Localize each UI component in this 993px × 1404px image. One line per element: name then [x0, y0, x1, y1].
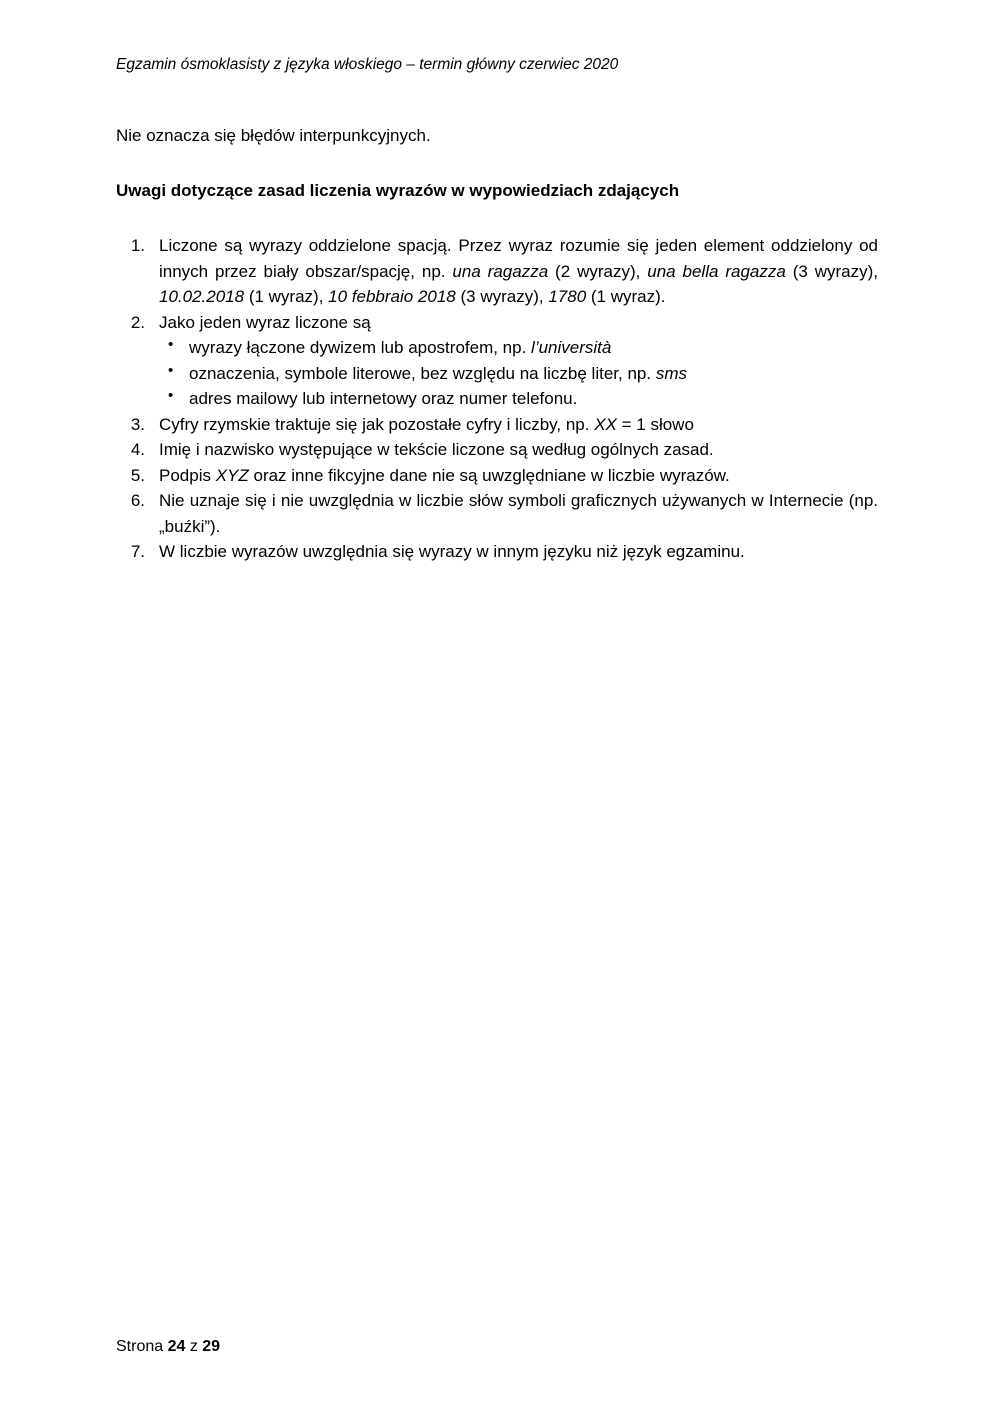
footer-prefix: Strona	[116, 1338, 168, 1355]
rule-text-run: Liczone są wyrazy oddzielone spacją. Przez wyraz rozumie się jeden element oddzielony od innych przez biały obszar/spację, np.	[159, 236, 878, 281]
rule-text-run: (1 wyraz).	[586, 287, 666, 307]
rule-item	[115, 539, 878, 565]
rule-text-run: Jako jeden wyraz liczone są	[159, 312, 371, 332]
rule-text	[159, 310, 878, 336]
bullet-icon: •	[168, 336, 174, 354]
rule-text-run: (2 wyrazy),	[548, 261, 648, 281]
rule-item	[115, 412, 878, 438]
rule-text-emphasis: una ragazza	[452, 261, 549, 281]
rule-item	[115, 310, 878, 412]
rule-text	[159, 412, 878, 438]
rule-number: 2.	[130, 312, 145, 332]
rule-subitem	[159, 361, 878, 387]
rule-text	[159, 437, 878, 463]
rule-subitem	[159, 335, 878, 361]
rule-text	[159, 539, 878, 565]
rule-sublist	[159, 335, 878, 412]
rule-text-run: W liczbie wyrazów uwzględnia się wyrazy w innym języku niż język egzaminu.	[159, 542, 745, 562]
rule-text-run: oraz inne fikcyjne dane nie są uwzględniane w liczbie wyrazów.	[248, 465, 730, 485]
rule-subitem	[159, 386, 878, 412]
rule-text-run: Imię i nazwisko występujące w tekście liczone są według ogólnych zasad.	[159, 440, 714, 460]
footer-total-pages: 29	[202, 1338, 221, 1355]
rule-text-run: Podpis	[159, 465, 216, 485]
section-title: Uwagi dotyczące zasad liczenia wyrazów w wypowiedziach zdających	[116, 181, 680, 201]
rule-text-run: = 1 słowo	[616, 414, 694, 434]
footer-middle: z	[185, 1338, 203, 1355]
rule-text-run: (3 wyrazy),	[785, 261, 878, 281]
rule-item	[115, 437, 878, 463]
rule-text	[159, 488, 878, 539]
rule-item	[115, 233, 878, 310]
rule-text-emphasis: 1780	[548, 287, 587, 307]
bullet-icon: •	[168, 361, 174, 379]
rule-text-emphasis: XYZ	[215, 465, 249, 485]
bullet-icon: •	[168, 387, 174, 405]
rule-text-run: Cyfry rzymskie traktuje się jak pozostałe cyfry i liczby, np.	[159, 414, 595, 434]
rule-text-emphasis: 10.02.2018	[159, 287, 245, 307]
rule-subtext-emphasis: sms	[655, 363, 687, 383]
rule-text	[159, 233, 878, 310]
page-header: Egzamin ósmoklasisty z języka włoskiego – termin główny czerwiec 2020	[116, 56, 619, 73]
rule-text-run: (1 wyraz),	[244, 287, 329, 307]
rule-subtext-emphasis: l’università	[531, 338, 612, 358]
rule-subtext-run: adres mailowy lub internetowy oraz numer telefonu.	[189, 389, 578, 409]
page-footer	[116, 1338, 220, 1356]
rule-text-run: Nie uznaje się i nie uwzględnia w liczbie słów symboli graficznych używanych w Internecie (np. „buźki”).	[159, 491, 878, 536]
rule-text	[159, 463, 878, 489]
rules-list	[115, 233, 878, 565]
rule-subtext-run: oznaczenia, symbole literowe, bez względu na liczbę liter, np.	[189, 363, 656, 383]
rule-number: 6.	[130, 491, 145, 511]
rule-subtext-run: wyrazy łączone dywizem lub apostrofem, np.	[189, 338, 532, 358]
rule-number: 4.	[130, 440, 145, 460]
rule-item	[115, 488, 878, 539]
rule-text-emphasis: una bella ragazza	[647, 261, 786, 281]
rule-number: 3.	[130, 414, 145, 434]
footer-page-number: 24	[167, 1338, 186, 1355]
rule-item	[115, 463, 878, 489]
rule-number: 1.	[130, 236, 145, 256]
rule-number: 7.	[130, 542, 145, 562]
rule-text-emphasis: XX	[594, 414, 617, 434]
rule-text-run: (3 wyrazy),	[455, 287, 549, 307]
rule-number: 5.	[130, 465, 145, 485]
rule-text-emphasis: 10 febbraio 2018	[328, 287, 456, 307]
intro-paragraph: Nie oznacza się błędów interpunkcyjnych.	[116, 126, 431, 146]
